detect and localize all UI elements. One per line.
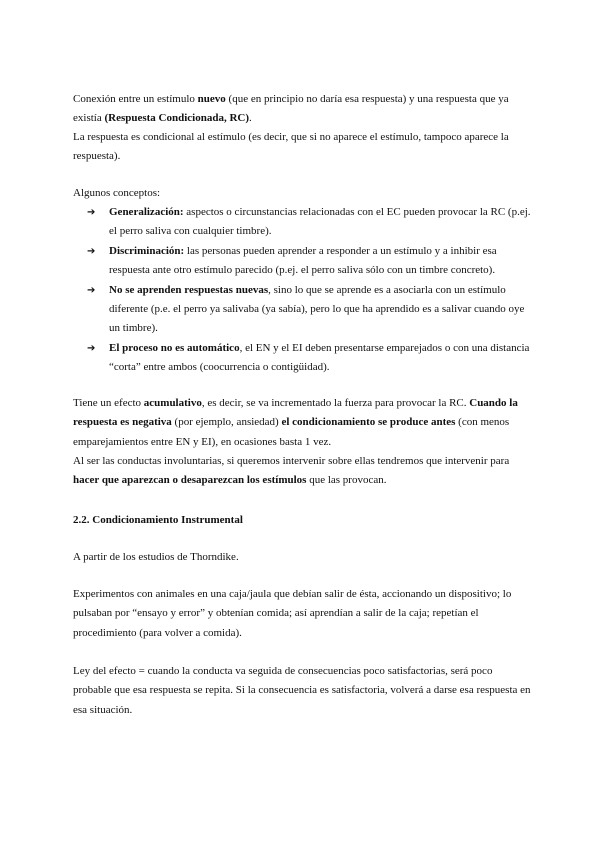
list-item xyxy=(73,339,533,378)
paragraph-cumulative xyxy=(73,394,533,452)
text-span: (por ejemplo, ansiedad) xyxy=(171,416,282,429)
list-item xyxy=(73,281,533,339)
bold-term: Cuando la respuesta es negativa xyxy=(73,397,518,429)
text-span: . xyxy=(249,112,252,125)
arrow-right-icon: ➔ xyxy=(87,342,96,354)
bold-term: No se aprenden respuestas nuevas xyxy=(109,283,269,296)
bold-term: nuevo xyxy=(197,93,226,105)
text-span: , sino lo que se aprende es a asociarla con un estímulo diferente (p.e. el perro ya salivaba (ya sabía), pero lo que ha aprendido es a salivar cuando oye un timbre). xyxy=(109,283,525,335)
paragraph-thorndike: A partir de los estudios de Thorndike. xyxy=(73,551,239,563)
paragraph-definition xyxy=(73,90,533,129)
paragraph-law-of-effect: Ley del efecto = cuando la conducta va seguida de consecuencias poco satisfactorias, será poco probable que esa respuesta se repita. Si la consecuencia es satisfactoria, volverá a darse esa respuesta en esa situación. xyxy=(73,665,531,716)
text-span: (con menos emparejamientos entre EN y EI), en ocasiones basta 1 vez. xyxy=(73,416,510,448)
text-span: (que en principio no daría esa respuesta) y una respuesta que ya existía xyxy=(73,93,509,125)
bold-term: El proceso no es automático xyxy=(109,341,240,354)
text-span: , el EN y el EI deben presentarse emparejados o con una distancia “corta” entre ambos (coocurrencia o contigüidad). xyxy=(109,341,530,374)
arrow-right-icon: ➔ xyxy=(87,245,96,257)
paragraph-experiments: Experimentos con animales en una caja/jaula que debían salir de ésta, accionando un dispositivo; lo pulsaban por “ensayo y error” y obtenían comida; así aprendían a salir de la caja; repetían el procedimiento (para volver a comida). xyxy=(73,588,512,639)
arrow-right-icon: ➔ xyxy=(87,207,96,218)
bold-term: hacer que aparezcan o desaparezcan los estímulos xyxy=(73,474,307,487)
bold-term: acumulativo xyxy=(143,397,202,409)
concepts-list xyxy=(73,203,533,378)
paragraph-conditional: La respuesta es condicional al estímulo (es decir, que si no aparece el estímulo, tampoco aparece la respuesta). xyxy=(73,131,509,163)
text-span: Tiene un efecto xyxy=(73,397,144,409)
list-item xyxy=(73,242,533,281)
text-span: las personas pueden aprender a responder a un estímulo y a inhibir esa respuesta ante otro estímulo parecido (p.ej. el perro saliva sólo con un timbre concreto). xyxy=(109,244,497,277)
text-span: que las provocan. xyxy=(306,474,387,487)
concepts-title: Algunos conceptos: xyxy=(73,187,161,199)
bold-term: el condicionamiento se produce antes xyxy=(281,416,456,429)
paragraph-intervention xyxy=(73,452,533,491)
text-span: Al ser las conductas involuntarias, si queremos intervenir sobre ellas tendremos que intervenir para xyxy=(73,455,510,467)
arrow-right-icon: ➔ xyxy=(87,284,96,296)
bold-term: Generalización: xyxy=(109,206,184,218)
text-span: , es decir, se va incrementado la fuerza para provocar la RC. xyxy=(201,397,470,409)
text-span: aspectos o circunstancias relacionadas con el EC pueden provocar la RC (p.ej. el perro saliva con cualquier timbre). xyxy=(109,206,531,238)
list-item xyxy=(73,203,533,242)
section-heading: 2.2. Condicionamiento Instrumental xyxy=(73,514,243,526)
bold-term: (Respuesta Condicionada, RC) xyxy=(104,112,250,125)
bold-term: Discriminación: xyxy=(109,244,185,257)
text-span: Conexión entre un estímulo xyxy=(73,93,198,105)
